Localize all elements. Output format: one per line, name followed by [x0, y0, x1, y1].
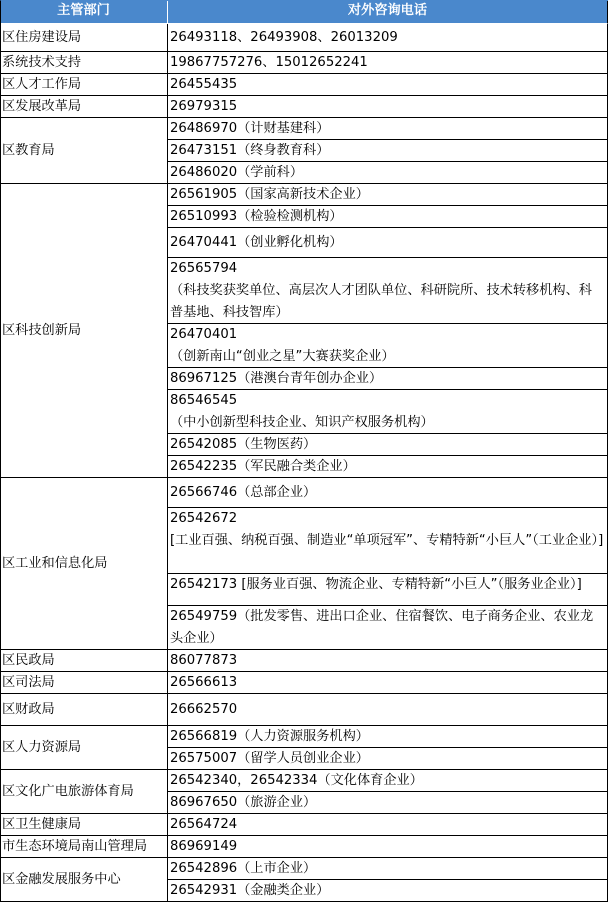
dept-science-innovation — [0, 184, 168, 478]
phone-cell: 26493118、26493908、26013209 — [168, 24, 608, 52]
dept-ecology-environment — [0, 836, 168, 858]
phone-note: （创新南山“创业之星”大赛获奖企业） — [170, 349, 395, 364]
dept-label: 市生态环境局南山管理局 — [2, 838, 148, 854]
dept-human-resources — [0, 726, 168, 770]
phone-cell: 26564724 — [168, 814, 608, 836]
dept-culture-tourism-sports — [0, 770, 168, 814]
phone-cell: 26575007（留学人员创业企业） — [168, 748, 608, 770]
phone-cell: 19867757276、15012652241 — [168, 52, 608, 74]
phone-number: 86546545 — [170, 393, 238, 408]
dept-label: 区发展改革局 — [2, 98, 82, 114]
phone-cell: 26566819（人力资源服务机构） — [168, 726, 608, 748]
dept-finance — [0, 694, 168, 726]
phone-cell: 26510993（检验检测机构） — [168, 206, 608, 228]
phone-cell: 26542085（生物医药） — [168, 434, 608, 456]
phone-cell: 86969149 — [168, 836, 608, 858]
phone-cell — [168, 390, 608, 434]
phone-number: 26565794 — [170, 261, 238, 276]
dept-label: 区科技创新局 — [2, 322, 82, 338]
phone-note: 26549759（批发零售、进出口企业、住宿餐饮、电子商务企业、农业龙头企业） — [170, 609, 594, 646]
phone-cell: 86967650（旅游企业） — [168, 792, 608, 814]
phone-note: （中小创新型科技企业、知识产权服务机构） — [170, 415, 434, 430]
phone-note: [工业百强、纳税百强、制造业“单项冠军”、专精特新“小巨人”（工业企业）] — [170, 533, 604, 548]
phone-cell: 86077873 — [168, 650, 608, 672]
dept-label: 区民政局 — [2, 652, 55, 668]
phone-cell: 26566746（总部企业） — [168, 478, 608, 508]
dept-justice — [0, 672, 168, 694]
dept-talent — [0, 74, 168, 96]
phone-cell: 26662570 — [168, 694, 608, 726]
phone-cell: 26566613 — [168, 672, 608, 694]
dept-health — [0, 814, 168, 836]
phone-cell: 26470441（创业孵化机构） — [168, 228, 608, 258]
phone-cell: 26561905（国家高新技术企业） — [168, 184, 608, 206]
phone-cell: 26542896（上市企业） — [168, 858, 608, 880]
dept-industry-it — [0, 478, 168, 650]
phone-cell: 26979315 — [168, 96, 608, 118]
dept-label: 区人才工作局 — [2, 76, 82, 92]
dept-label: 区文化广电旅游体育局 — [2, 783, 134, 799]
dept-label: 区司法局 — [2, 674, 55, 690]
dept-label: 区教育局 — [2, 142, 55, 158]
header-department: 主管部门 — [0, 0, 168, 24]
dept-financial-services — [0, 858, 168, 902]
phone-cell: 26455435 — [168, 74, 608, 96]
phone-cell: 26486970（计财基建科） — [168, 118, 608, 140]
dept-label: 区金融发展服务中心 — [2, 871, 121, 887]
phone-note: （科技奖获奖单位、高层次人才团队单位、科研院所、技术转移机构、科普基地、科技智库） — [170, 283, 592, 320]
header-phone: 对外咨询电话 — [168, 0, 608, 24]
phone-note: 26542173 [服务业百强、物流企业、专精特新“小巨人”（服务业企业）] — [170, 577, 582, 592]
dept-label: 区工业和信息化局 — [2, 555, 108, 571]
phone-cell: 26542340，26542334（文化体育企业） — [168, 770, 608, 792]
phone-cell: 26486020（学前科） — [168, 162, 608, 184]
dept-housing — [0, 24, 168, 52]
phone-cell — [168, 574, 608, 606]
phone-cell: 26473151（终身教育科） — [168, 140, 608, 162]
dept-civil-affairs — [0, 650, 168, 672]
dept-label: 区人力资源局 — [2, 739, 82, 755]
dept-label: 区住房建设局 — [2, 29, 82, 45]
phone-cell — [168, 508, 608, 574]
phone-number: 26542672 — [170, 511, 238, 526]
dept-label: 系统技术支持 — [2, 54, 82, 70]
dept-label: 区卫生健康局 — [2, 816, 82, 832]
phone-cell: 26542931（金融类企业） — [168, 880, 608, 902]
phone-cell: 26542235（军民融合类企业） — [168, 456, 608, 478]
dept-education — [0, 118, 168, 184]
phone-cell — [168, 606, 608, 650]
dept-development-reform — [0, 96, 168, 118]
phone-number: 26470401 — [170, 327, 238, 342]
dept-tech-support — [0, 52, 168, 74]
phone-cell — [168, 258, 608, 324]
phone-cell: 86967125（港澳台青年创办企业） — [168, 368, 608, 390]
phone-cell — [168, 324, 608, 368]
dept-label: 区财政局 — [2, 701, 55, 717]
